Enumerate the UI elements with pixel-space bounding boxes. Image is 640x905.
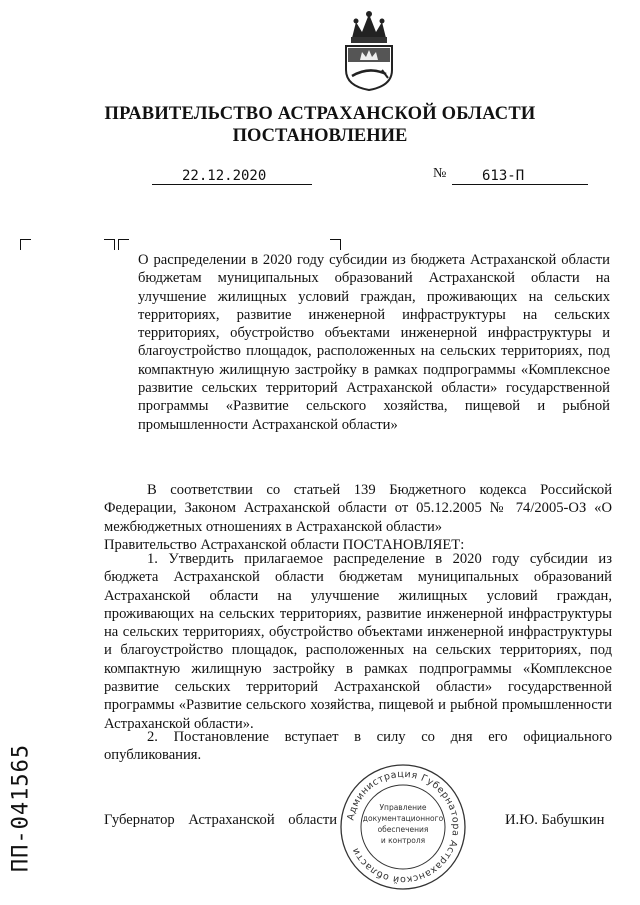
svg-text:Управление: Управление xyxy=(379,803,427,812)
svg-text:и контроля: и контроля xyxy=(380,836,426,845)
title-corner-mark xyxy=(104,239,115,250)
signatory-name: И.Ю. Бабушкин xyxy=(505,812,605,828)
organization-heading: ПРАВИТЕЛЬСТВО АСТРАХАНСКОЙ ОБЛАСТИ xyxy=(104,104,536,124)
official-stamp xyxy=(338,762,468,892)
title-corner-mark xyxy=(330,239,341,250)
svg-text:Администрация Губернатора Астр: Администрация Губернатора Астраханской области xyxy=(345,768,462,886)
svg-text:документационного: документационного xyxy=(362,814,444,823)
margin-corner-mark xyxy=(20,239,31,250)
document-number: 613-П xyxy=(452,167,588,185)
side-serial-number xyxy=(6,738,36,878)
document-title: О распределении в 2020 году субсидии из бюджета Астраханской области бюджетам муниципальных образований Астраханской области на улучшение жилищных условий граждан, проживающих на сельских территориях, развитие инженерной инфраструктуры на сельских территориях, обустройство объектами инженерной инфраструктуры и благоустройство площадок, расположенных на сельских территориях, под компактную жилищную застройку в рамках подпрограммы «Комплексное развитие сельских территорий Астраханской области» государственной программы «Развитие сельского хозяйства, пищевой и рыбной промышленности Астраханской области» xyxy=(138,252,610,433)
coat-of-arms-emblem xyxy=(338,8,400,92)
number-sign: № xyxy=(433,166,447,181)
document-date: 22.12.2020 xyxy=(152,167,312,185)
signatory-position: Губернатор Астраханской области xyxy=(104,812,338,828)
resolves-line: Правительство Астраханской области ПОСТАНОВЛЯЕТ: xyxy=(104,537,465,553)
document-type-heading: ПОСТАНОВЛЕНИЕ xyxy=(232,126,408,146)
item-2-paragraph: 2. Постановление вступает в силу со дня его официального опубликования. xyxy=(104,729,612,764)
svg-text:обеспечения: обеспечения xyxy=(377,825,429,834)
item-1-paragraph: 1. Утвердить прилагаемое распределение в 2020 году субсидии из бюджета Астраханской области бюджетам муниципальных образований Астраханской области на улучшение жилищных условий граждан, проживающих на сельских территориях, развитие инженерной инфраструктуры на сельских территориях, обустройство объектами инженерной инфраструктуры и благоустройство площадок, расположенных на сельских территориях, под компактную жилищную застройку в рамках подпрограммы «Комплексное развитие сельских территорий Астраханской области» государственной программы «Развитие сельского хозяйства, пищевой и рыбной промышленности Астраханской области». xyxy=(104,551,612,732)
title-corner-mark xyxy=(118,239,129,250)
side-serial-text: ПП-041565 xyxy=(8,743,34,873)
preamble-paragraph: В соответствии со статьей 139 Бюджетного кодекса Российской Федерации, Законом Астраханской области от 05.12.2005 № 74/2005-ОЗ «О межбюджетных отношениях в Астраханской области» xyxy=(104,482,612,535)
